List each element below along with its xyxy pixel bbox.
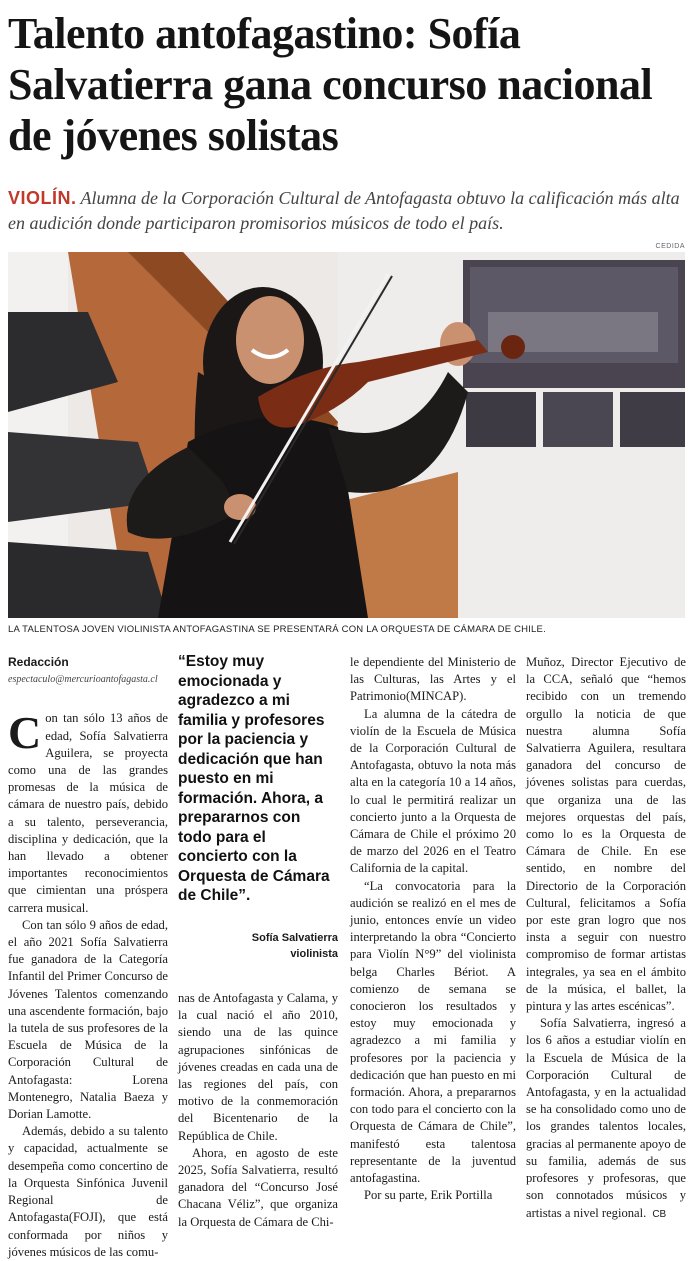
article-column-2 [178, 990, 338, 1231]
byline-name: Redacción [8, 655, 69, 669]
body-paragraph: Además, debido a su talento y capacidad, actualmente se desempeña como concertino de la Orquesta Sinfónica Juvenil Regional de Antofagasta(FOJI), que está conformada por niños y jóvenes músicos de las comu- [8, 1124, 168, 1259]
article-column-3 [350, 654, 516, 1205]
body-paragraph: Muñoz, Director Ejecutivo de la CCA, señaló que “hemos recibido con un tremendo orgullo la noticia de que nuestra alumna Sofía Salvatierra Aguilera, resultara ganadora del concurso de jóvenes solistas para cuerdas, que organiza una de las mejores orquestas del país, como lo es la Orquesta de Cámara de Chile. En ese sentido, en nombre del Directorio de la Corporación Cultural, felicitamos a Sofía por este gran logro que nos insta a seguir con nuestro compromiso de formar artistas integrales, ya sea en el ámbito de la música, el ballet, la pintura y las artes escénicas”. [526, 655, 686, 1014]
body-paragraph: nas de Antofagasta y Calama, y la cual nació el año 2010, siendo una de las quince agrupaciones sinfónicas de jóvenes creadas en cada una de las regiones del país, con motivo de la conmemoración del Bicentenario de la República de Chile. [178, 991, 338, 1143]
lead-paragraph [8, 186, 688, 236]
photo-caption: LA TALENTOSA JOVEN VIOLINISTA ANTOFAGASTINA SE PRESENTARÁ CON LA ORQUESTA DE CÁMARA DE CHILE. [8, 624, 546, 635]
lead-text: Alumna de la Corporación Cultural de Antofagasta obtuvo la calificación más alta en audición donde participaron promisorios músicos de todo el país. [8, 188, 680, 233]
paragraph-text: Sofía Salvatierra, ingresó a los 6 años a estudiar violín en la Escuela de Música de la Corporación Cultural de Antofagasta, y en la actualidad se ha consolidado como uno de los grandes talentos locales, gracias al permanente apoyo de su familia, además de sus profesores y profesoras, que son connotados músicos y artistas a nivel regional. [526, 1016, 686, 1220]
violinist-photo-illustration [8, 252, 685, 618]
paragraph-text: on tan sólo 13 años de edad, Sofía Salvatierra Aguilera, se proyecta como una de las grandes promesas de la música de cámara de nuestro país, debido a su talento, perseverancia, disciplina y dedicación, que la han llevado a obtener importantes reconocimientos que cimientan una próspera carrera musical. [8, 711, 168, 915]
body-paragraph: Ahora, en agosto de este 2025, Sofía Salvatierra, resultó ganadora del “Concurso José Chacana Véliz”, que organiza la Orquesta de Cámara de Chi- [178, 1145, 338, 1229]
body-paragraph [8, 707, 168, 916]
body-paragraph [526, 1015, 686, 1222]
body-paragraph: La alumna de la cátedra de violín de la Escuela de Música de la Corporación Cultural de Antofagasta, obtuvo la nota más alta en la categoría 10 a 14 años, lo cual le permitirá realizar un concierto junto a la Orquesta de Cámara de Chile el próximo 20 de marzo del 2026 en el Teatro California de la capital. [350, 706, 516, 876]
photo-credit: CEDIDA [655, 243, 685, 250]
pull-quote-role: violinista [290, 947, 338, 960]
body-paragraph: Con tan sólo 9 años de edad, el año 2021 Sofía Salvatierra fue ganadora de la Categoría Infantil del Primer Concurso de Jóvenes Talentos comenzando una ascendente formación, bajo la tutela de sus profesores de la Escuela de Música de la Corporación Cultural de Antofagasta: Lorena Montenegro, Natalia Baeza y Dorian Lamotte. [8, 917, 168, 1122]
article-photo [8, 252, 685, 618]
article-column-4 [526, 654, 686, 1223]
body-paragraph: Por su parte, Erik Portilla [364, 1188, 493, 1203]
pull-quote-text: “Estoy muy emocionada y agradezco a mi familia y profesores por la paciencia y dedicación que han puesto en mi formación. Ahora, a prepararnos con todo para el concierto con la Orquesta de Cámara de Chile”. [178, 653, 330, 904]
body-paragraph: “La convocatoria para la audición se realizó en el mes de junio, entonces envíe un video interpretando la obra “Concierto para Violín N°9” del violinista belga Charles Bériot. A comienzo de semana se conocieron los resultados y estoy muy emocionada y agradezco a mi familia y profesores por la paciencia y dedicación que han puesto en mi formación. Ahora, a prepararnos con todo para el concierto con la Orquesta de Cámara de Chile”, manifestó esta talentosa representante de la juventud antofagastina. [350, 878, 516, 1186]
body-paragraph: le dependiente del Ministerio de las Culturas, las Artes y el Patrimonio(MINCAP). [350, 655, 516, 704]
section-kicker: VIOLÍN. [8, 188, 77, 208]
pull-quote [178, 652, 338, 962]
byline-email: espectaculo@mercurioantofagasta.cl [8, 674, 158, 686]
pull-quote-author: Sofía Salvatierra [251, 931, 338, 944]
article-column-1 [8, 654, 168, 1261]
drop-cap: C [8, 707, 42, 759]
headline: Talento antofagastino: Sofía Salvatierra gana concurso nacional de jóvenes solistas [8, 9, 653, 160]
end-mark: CB [652, 1208, 667, 1220]
